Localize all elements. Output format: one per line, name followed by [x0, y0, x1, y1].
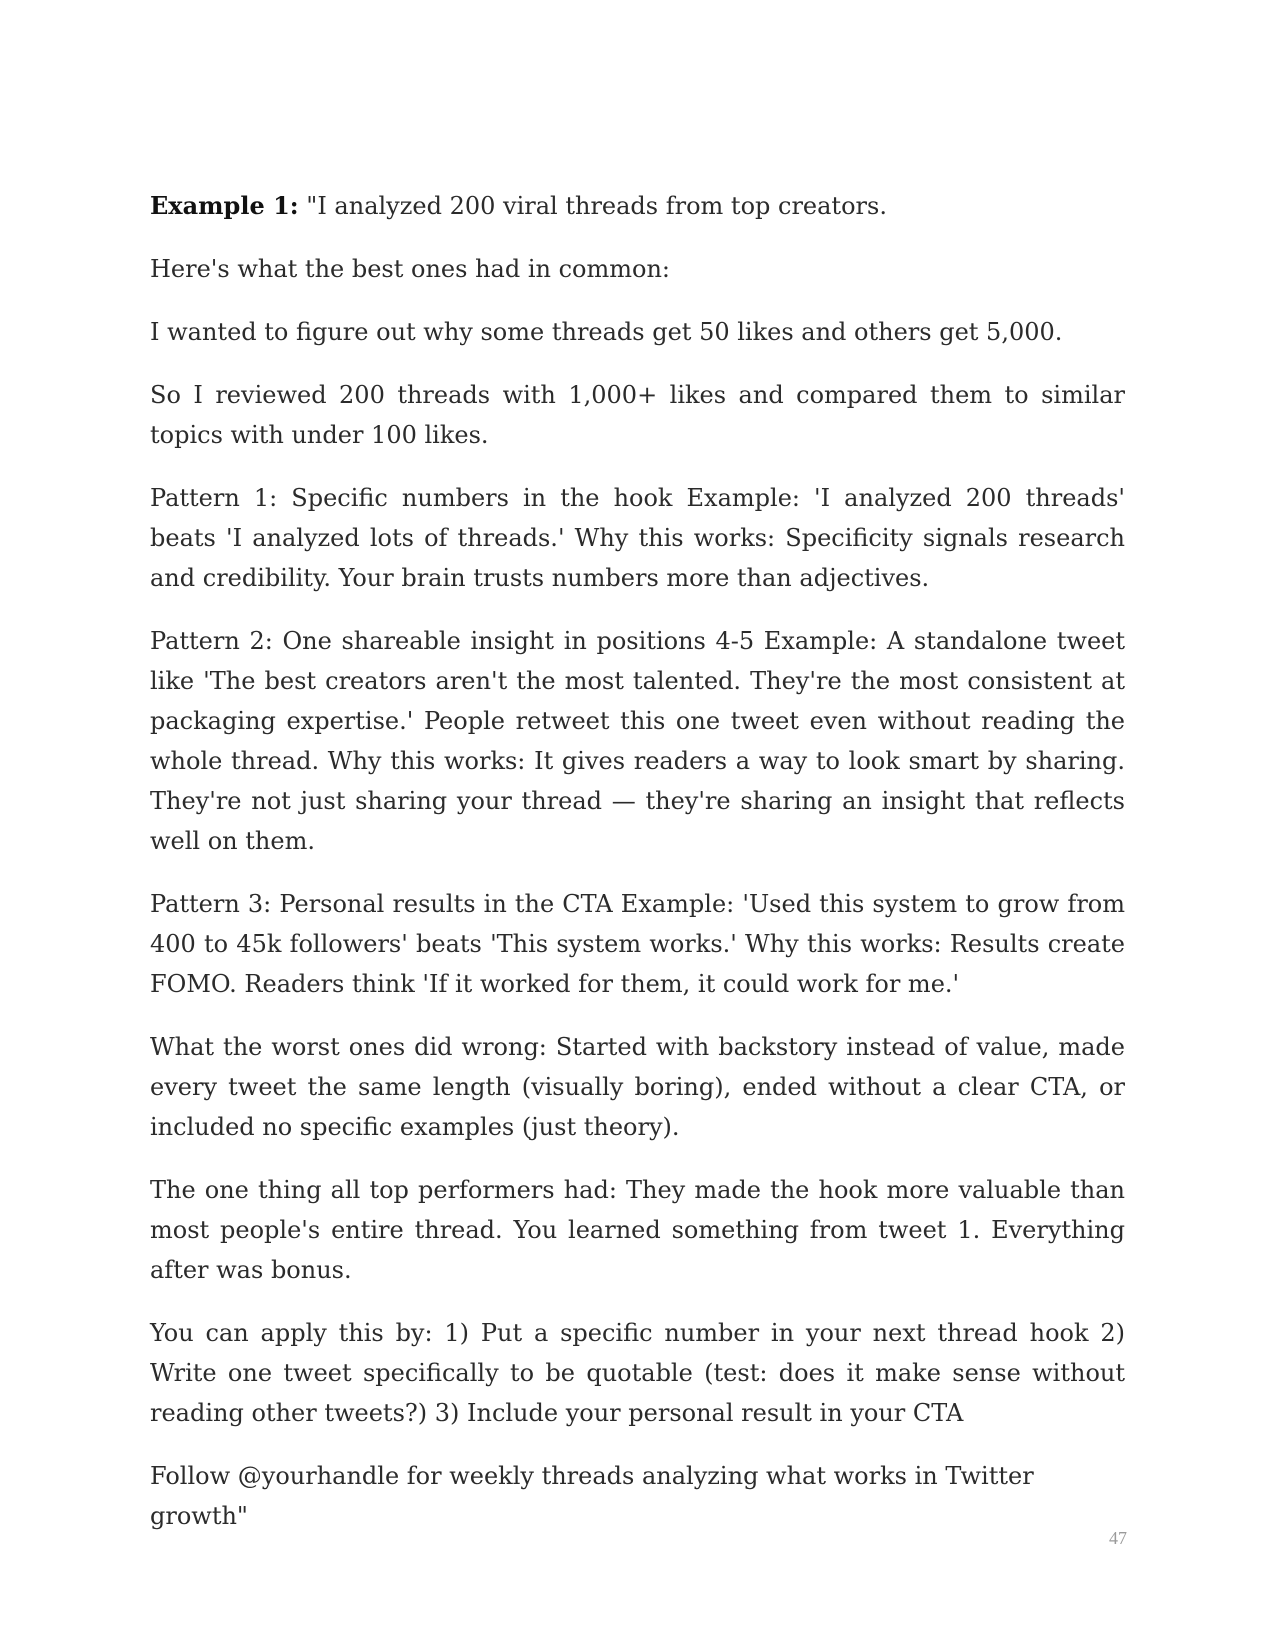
page-number: 47: [1109, 1528, 1127, 1548]
paragraph-method: So I reviewed 200 threads with 1,000+ likes and compared them to similar topics with under 100 likes.: [150, 381, 1125, 449]
paragraph-top-performers: The one thing all top performers had: They made the hook more valuable than most people's entire thread. You learned something from tweet 1. Everything after was bonus.: [150, 1176, 1125, 1284]
paragraph-pattern-2: Pattern 2: One shareable insight in positions 4-5 Example: A standalone tweet like 'The best creators aren't the most talented. They're the most consistent at packaging expertise.' People retweet this one tweet even without reading the whole thread. Why this works: It gives readers a way to look smart by sharing. They're not just sharing your thread — they're sharing an insight that reflects well on them.: [150, 627, 1125, 855]
example-label: Example 1:: [150, 191, 299, 220]
paragraph-pattern-1: Pattern 1: Specific numbers in the hook Example: 'I analyzed 200 threads' beats 'I analyzed lots of threads.' Why this works: Specificity signals research and credibility. Your brain trusts numbers more than adjectives.: [150, 484, 1125, 592]
paragraph-common: Here's what the best ones had in common:: [150, 255, 670, 283]
paragraph-motivation: I wanted to figure out why some threads get 50 likes and others get 5,000.: [150, 318, 1063, 346]
paragraph-apply: You can apply this by: 1) Put a specific number in your next thread hook 2) Write one tweet specifically to be quotable (test: does it make sense without reading other tweets?) 3) Include your personal result in your CTA: [150, 1319, 1125, 1427]
paragraph-intro: "I analyzed 200 viral threads from top creators.: [306, 192, 887, 220]
paragraph-pattern-3: Pattern 3: Personal results in the CTA Example: 'Used this system to grow from 400 to 45k followers' beats 'This system works.' Why this works: Results create FOMO. Readers think 'If it worked for them, it could work for me.': [150, 890, 1125, 998]
document-body: [150, 186, 1125, 1559]
example-heading-paragraph: [150, 186, 1125, 226]
paragraph-follow: Follow @yourhandle for weekly threads analyzing what works in Twitter growth": [150, 1462, 1034, 1530]
paragraph-worst: What the worst ones did wrong: Started with backstory instead of value, made every tweet the same length (visually boring), ended without a clear CTA, or included no specific examples (just theory).: [150, 1033, 1125, 1141]
